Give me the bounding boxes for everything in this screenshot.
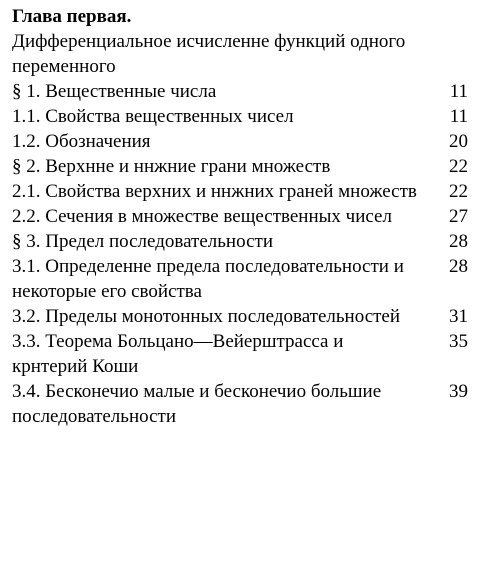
toc-entry-title: § 1. Вещественные числа <box>12 81 217 102</box>
toc-entry[interactable] <box>12 379 474 429</box>
toc-list <box>12 79 474 429</box>
toc-entry-page: 22 <box>449 156 468 177</box>
chapter-subtitle: Дифференциальное исчисленне функций одного переменного <box>12 31 406 77</box>
toc-entry-page: 28 <box>449 256 468 277</box>
toc-entry-page: 28 <box>449 231 468 252</box>
toc-entry[interactable] <box>12 79 474 104</box>
toc-entry-title: 3.3. Теорема Больцано—Вейерштрасса и крнтерий Коши <box>12 331 344 377</box>
toc-entry-title: 1.1. Свойства вещественных чисел <box>12 106 294 127</box>
toc-entry-title: 1.2. Обозначения <box>12 131 151 152</box>
toc-entry-page: 22 <box>449 181 468 202</box>
toc-entry-title: § 2. Верхнне и ннжние грани множеств <box>12 156 331 177</box>
toc-entry[interactable] <box>12 129 474 154</box>
toc-entry[interactable] <box>12 329 474 379</box>
chapter-title: Глава первая. <box>12 6 132 27</box>
toc-entry-page: 20 <box>449 131 468 152</box>
toc-entry-page: 39 <box>449 381 468 402</box>
toc-entry[interactable] <box>12 204 474 229</box>
toc-entry[interactable] <box>12 104 474 129</box>
toc-entry-page: 27 <box>449 206 468 227</box>
toc-entry-page: 11 <box>449 106 468 127</box>
toc-entry-title: 3.1. Определенне предела последовательности и некоторые его свойства <box>12 256 404 302</box>
toc-entry[interactable] <box>12 229 474 254</box>
toc-entry[interactable] <box>12 179 474 204</box>
toc-entry[interactable] <box>12 304 474 329</box>
toc-entry-title: 2.1. Свойства верхних и ннжних граней множеств <box>12 181 417 202</box>
toc-entry[interactable] <box>12 254 474 304</box>
toc-entry-title: 3.4. Бесконечио малые и бесконечио большие последовательности <box>12 381 382 427</box>
toc-entry-title: § 3. Предел последовательности <box>12 231 273 252</box>
toc-entry-title: 2.2. Сечения в множестве вещественных чисел <box>12 206 392 227</box>
toc-entry-page: 35 <box>449 331 468 352</box>
toc-entry-page: 11 <box>449 81 468 102</box>
toc-entry-title: 3.2. Пределы монотонных последовательностей <box>12 306 401 327</box>
table-of-contents-page <box>12 4 474 429</box>
toc-entry[interactable] <box>12 154 474 179</box>
toc-entry-page: 31 <box>449 306 468 327</box>
